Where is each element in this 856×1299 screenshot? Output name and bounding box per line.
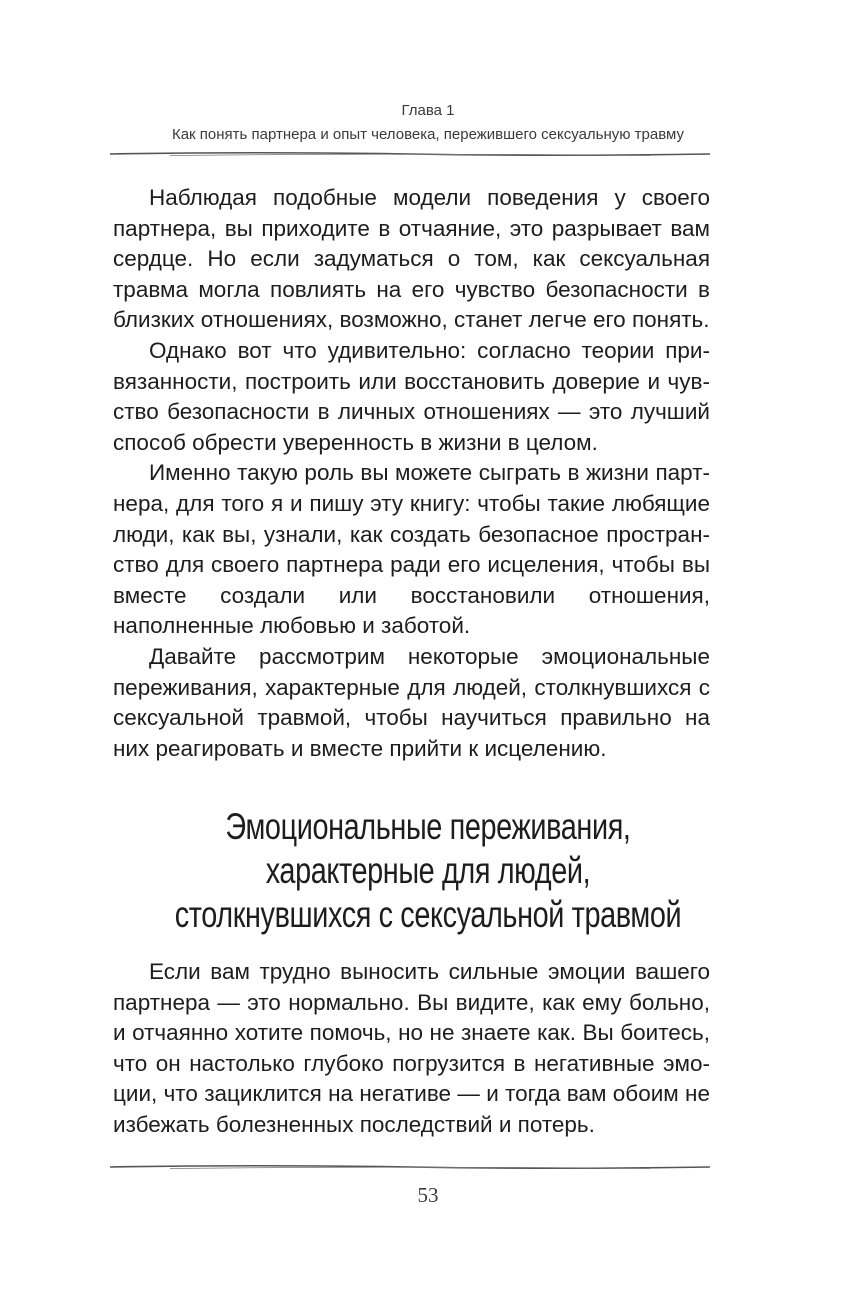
paragraph: Однако вот что удивительно: согласно теории привязанности, построить или восстановить доверие и чувство безопасности в личных отношениях — это лучший способ обрести уверенность в жизни в целом. — [113, 337, 710, 455]
paragraph: Наблюдая подобные модели поведения у своего партнера, вы приходите в отчаяние, это разрывает вам сердце. Но если задуматься о том, как сексуальная травма могла повлиять на его чувство безопасности в близких отношениях, возможно, станет легче его понять. — [113, 185, 710, 333]
section-heading-line: столкнувшихся с сексуальной травмой — [174, 894, 682, 935]
footer-rule — [110, 1163, 710, 1171]
section-heading-line: характерные для людей, — [265, 850, 591, 891]
paragraph: Давайте рассмотрим некоторые эмоциональные переживания, характерные для людей, столкнувшихся с сексуальной травмой, чтобы научиться правильно на них реагировать и вместе прийти к исцелению. — [113, 643, 710, 761]
body-text-bottom — [113, 957, 710, 1141]
chapter-label: Глава 1 — [401, 102, 455, 119]
header-rule — [110, 150, 710, 158]
body-text-top — [113, 183, 710, 764]
section-heading-line: Эмоциональные переживания, — [225, 806, 631, 847]
paragraph: Если вам трудно выносить сильные эмоции вашего партнера — это нормально. Вы видите, как ему больно, и отчаянно хотите помочь, но не знаете как. Вы боитесь, что он настолько глубоко погрузится в негативные эмоции, что зациклится на негативе — и тогда вам обоим не избежать болезненных последствий и потерь. — [113, 959, 710, 1137]
chapter-subtitle: Как понять партнера и опыт человека, пережившего сексуальную травму — [171, 126, 685, 143]
paragraph: Именно такую роль вы можете сыграть в жизни партнера, для того я и пишу эту книгу: чтобы такие любящие люди, как вы, узнали, как создать безопасное пространство для своего партнера ради его исцеления, чтобы вы вместе создали или восстановили отношения, наполненные любовью и заботой. — [113, 460, 710, 639]
section-heading — [172, 805, 684, 937]
page-number: 53 — [417, 1183, 439, 1207]
